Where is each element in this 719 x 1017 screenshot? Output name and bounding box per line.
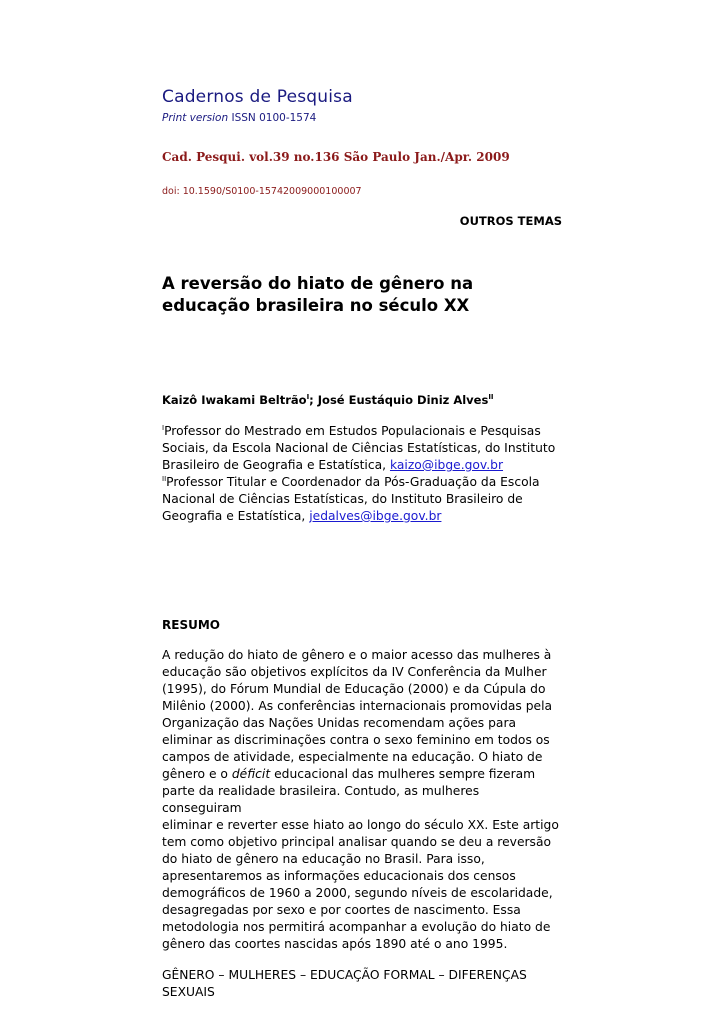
affiliation-text: Professor Titular e Coordenador da Pós-Graduação da Escola	[166, 475, 540, 489]
authors-line	[162, 393, 562, 408]
journal-citation: Cad. Pesqui. vol.39 no.136 São Paulo Jan./Apr. 2009	[162, 150, 510, 164]
author-name: Kaizô Iwakami Beltrão	[162, 393, 307, 407]
affiliation-text: Brasileiro de Geografia e Estatística,	[162, 458, 390, 472]
abstract-line: tem como objetivo principal analisar quando se deu a reversão	[162, 835, 552, 849]
keywords-line: GÊNERO – MULHERES – EDUCAÇÃO FORMAL – DIFERENÇAS	[162, 968, 527, 982]
affiliation-mark: II	[162, 474, 167, 483]
article-title-line: A reversão do hiato de gênero na	[162, 274, 474, 293]
abstract-text	[162, 647, 562, 953]
affiliation-mark: I	[162, 423, 165, 432]
abstract-line	[162, 766, 562, 783]
affiliation-text: Sociais, da Escola Nacional de Ciências Estatísticas, do Instituto	[162, 441, 556, 455]
article-title-line: educação brasileira no século XX	[162, 296, 470, 315]
abstract-line: gênero das coortes nascidas após 1890 até o ano 1995.	[162, 937, 508, 951]
author-separator: ;	[309, 393, 318, 407]
abstract-line: Milênio (2000). As conferências internacionais promovidas pela	[162, 699, 553, 713]
print-version-label: Print version	[162, 112, 229, 124]
article-title	[162, 273, 502, 317]
print-version-line	[162, 111, 562, 125]
doi: doi: 10.1590/S0100-15742009000100007	[162, 186, 362, 197]
abstract-line: educação são objetivos explícitos da IV Conferência da Mulher	[162, 665, 547, 679]
affiliations	[162, 423, 562, 525]
affiliation-text: Geografia e Estatística,	[162, 509, 310, 523]
abstract-line: desagregadas por sexo e por coortes de nascimento. Essa	[162, 903, 521, 917]
abstract-line: apresentaremos as informações educacionais dos censos	[162, 869, 516, 883]
abstract-line: campos de atividade, especialmente na educação. O hiato de	[162, 750, 543, 764]
affiliation	[162, 423, 562, 474]
resumo-heading: RESUMO	[162, 618, 220, 632]
keywords	[162, 967, 562, 1001]
affiliation-mark: II	[488, 393, 494, 402]
email-link[interactable]: kaizo@ibge.gov.br	[389, 458, 504, 472]
abstract-line: eliminar as discriminações contra o sexo feminino em todos os	[162, 733, 550, 747]
abstract-line: Organização das Nações Unidas recomendam ações para	[162, 716, 517, 730]
abstract-text-segment: gênero e o	[162, 767, 232, 781]
journal-title[interactable]: Cadernos de Pesquisa	[162, 87, 353, 107]
abstract-text-segment: educacional das mulheres sempre fizeram	[270, 767, 536, 781]
issn: ISSN 0100-1574	[231, 112, 317, 124]
abstract-line: metodologia nos permitirá acompanhar a evolução do hiato de	[162, 920, 551, 934]
author-name: José Eustáquio Diniz Alves	[317, 393, 489, 407]
affiliation	[162, 474, 562, 525]
abstract-line: parte da realidade brasileira. Contudo, as mulheres conseguiram	[162, 784, 480, 815]
affiliation-text: Professor do Mestrado em Estudos Populacionais e Pesquisas	[164, 424, 541, 438]
keywords-line: SEXUAIS	[162, 985, 215, 999]
italic-term: déficit	[231, 767, 271, 781]
section-label: OUTROS TEMAS	[459, 214, 562, 228]
abstract-line: demográficos de 1960 a 2000, segundo níveis de escolaridade,	[162, 886, 553, 900]
affiliation-mark: I	[306, 393, 310, 402]
abstract-line: (1995), do Fórum Mundial de Educação (2000) e da Cúpula do	[162, 682, 546, 696]
abstract-line: A redução do hiato de gênero e o maior acesso das mulheres à	[162, 648, 552, 662]
abstract-line: do hiato de gênero na educação no Brasil. Para isso,	[162, 852, 485, 866]
affiliation-text: Nacional de Ciências Estatísticas, do Instituto Brasileiro de	[162, 492, 523, 506]
abstract-line: eliminar e reverter esse hiato ao longo do século XX. Este artigo	[162, 818, 559, 832]
article-page	[162, 86, 562, 1001]
email-link[interactable]: jedalves@ibge.gov.br	[309, 509, 442, 523]
